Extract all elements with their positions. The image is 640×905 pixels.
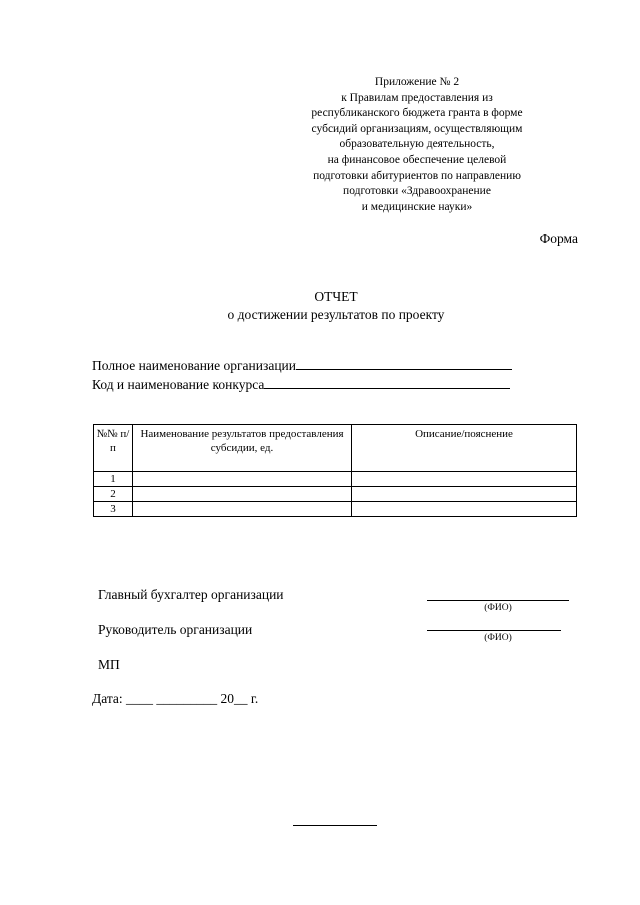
contest-fill-line[interactable]: [264, 375, 510, 389]
header-description: Описание/пояснение: [352, 425, 577, 472]
contest-row: [92, 375, 512, 394]
row-result-name[interactable]: [133, 472, 352, 487]
chief-accountant-label: Главный бухгалтер организации: [98, 587, 284, 602]
bottom-separator: [293, 825, 377, 826]
head-label: Руководитель организации: [98, 622, 253, 637]
row-description[interactable]: [352, 487, 577, 502]
org-name-fill-line[interactable]: [296, 356, 512, 370]
appendix-line: субсидий организациям, осуществляющим: [311, 122, 523, 135]
appendix-line: образовательную деятельность,: [339, 138, 495, 151]
stamp-label: МП: [98, 657, 120, 672]
head-signature-line[interactable]: [427, 630, 561, 631]
results-table: [93, 424, 577, 517]
header-fields: [92, 356, 512, 394]
title-report: ОТЧЕТ: [314, 289, 358, 304]
appendix-line: подготовки «Здравоохранение: [343, 185, 491, 198]
appendix-line: подготовки абитуриентов по направлению: [313, 169, 521, 182]
document-title: [0, 288, 640, 324]
row-description[interactable]: [352, 472, 577, 487]
row-number: 1: [94, 472, 133, 487]
chief-accountant-fio-caption: (ФИО): [484, 603, 512, 613]
org-name-label: Полное наименование организации: [92, 358, 296, 373]
header-result-name: Наименование результатов предоставления субсидии, ед.: [133, 425, 352, 472]
row-result-name[interactable]: [133, 487, 352, 502]
header-number: №№ п/п: [94, 425, 133, 472]
date-line: Дата: ____ _________ 20__ г.: [92, 691, 259, 706]
table-header-row: [94, 425, 577, 472]
appendix-line: на финансовое обеспечение целевой: [327, 153, 507, 166]
appendix-line: и медицинские науки»: [361, 200, 473, 213]
appendix-line: республиканского бюджета гранта в форме: [311, 107, 523, 120]
appendix-line: Приложение № 2: [374, 76, 460, 88]
table-row: [94, 487, 577, 502]
row-number: 2: [94, 487, 133, 502]
contest-label: Код и наименование конкурса: [92, 377, 265, 392]
row-result-name[interactable]: [133, 502, 352, 517]
title-subtitle: о достижении результатов по проекту: [227, 307, 445, 322]
form-label: Форма: [539, 231, 578, 246]
org-name-row: [92, 356, 512, 375]
appendix-line: к Правилам предоставления из: [341, 91, 493, 104]
row-number: 3: [94, 502, 133, 517]
table-row: [94, 472, 577, 487]
head-fio-caption: (ФИО): [484, 633, 512, 643]
appendix-block: [300, 75, 534, 215]
chief-accountant-signature-line[interactable]: [427, 600, 569, 601]
table-row: [94, 502, 577, 517]
row-description[interactable]: [352, 502, 577, 517]
